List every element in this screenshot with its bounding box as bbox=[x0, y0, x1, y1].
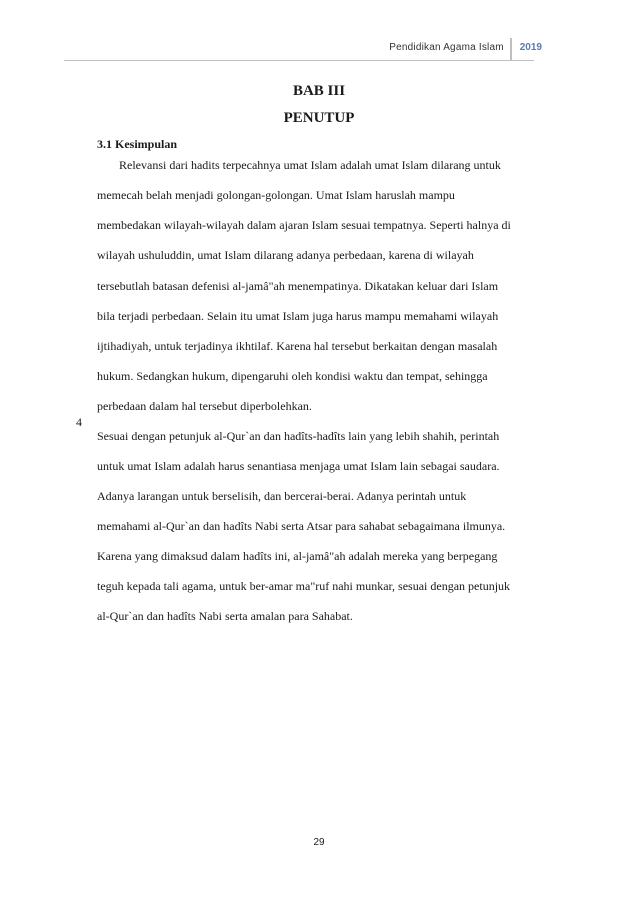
body-line: membedakan wilayah-wilayah dalam ajaran Islam sesuai tempatnya. Seperti halnya di bbox=[97, 218, 511, 232]
body-line: bila terjadi perbedaan. Selain itu umat Islam juga harus mampu memahami wilayah bbox=[97, 309, 499, 323]
body-line: hukum. Sedangkan hukum, dipengaruhi oleh kondisi waktu dan tempat, sehingga bbox=[97, 369, 488, 383]
header-year: 2019 bbox=[519, 42, 542, 53]
body-line: perbedaan dalam hal tersebut diperbolehkan. bbox=[97, 399, 312, 413]
header-rule bbox=[64, 60, 534, 61]
running-header bbox=[389, 38, 542, 60]
body-line: teguh kepada tali agama, untuk ber-amar ma"ruf nahi munkar, sesuai dengan petunjuk bbox=[97, 579, 511, 593]
body-line: Adanya larangan untuk berselisih, dan bercerai-berai. Adanya perintah untuk bbox=[97, 489, 467, 503]
body-line: untuk umat Islam adalah harus senantiasa menjaga umat Islam lain sebagai saudara. bbox=[97, 459, 500, 473]
section-heading: 3.1 Kesimpulan bbox=[97, 137, 178, 151]
header-title: Pendidikan Agama Islam bbox=[389, 42, 504, 53]
body-line: memecah belah menjadi golongan-golongan. Umat Islam haruslah mampu bbox=[97, 188, 455, 202]
page-number: 29 bbox=[313, 837, 325, 848]
body-line: al-Qur`an dan hadîts Nabi serta amalan para Sahabat. bbox=[97, 609, 353, 623]
body-line: memahami al-Qur`an dan hadîts Nabi serta Atsar para sahabat sebagaimana ilmunya. bbox=[97, 519, 506, 533]
body-line: Karena yang dimaksud dalam hadîts ini, al-jamâ"ah adalah mereka yang berpegang bbox=[97, 549, 498, 563]
body-line: ijtihadiyah, untuk terjadinya ikhtilaf. Karena hal tersebut berkaitan dengan masalah bbox=[97, 339, 498, 353]
body-line: Sesuai dengan petunjuk al-Qur`an dan hadîts-hadîts lain yang lebih shahih, perintah bbox=[97, 429, 500, 443]
body-line: Relevansi dari hadits terpecahnya umat Islam adalah umat Islam dilarang untuk bbox=[119, 158, 501, 172]
margin-number: 4 bbox=[76, 415, 82, 429]
body-line: wilayah ushuluddin, umat Islam dilarang adanya perbedaan, karena di wilayah bbox=[97, 248, 474, 262]
body-line: tersebutlah batasan defenisi al-jamâ"ah menempatinya. Dikatakan keluar dari Islam bbox=[97, 279, 499, 293]
chapter-label: BAB III bbox=[292, 83, 346, 99]
chapter-title: PENUTUP bbox=[283, 110, 355, 126]
